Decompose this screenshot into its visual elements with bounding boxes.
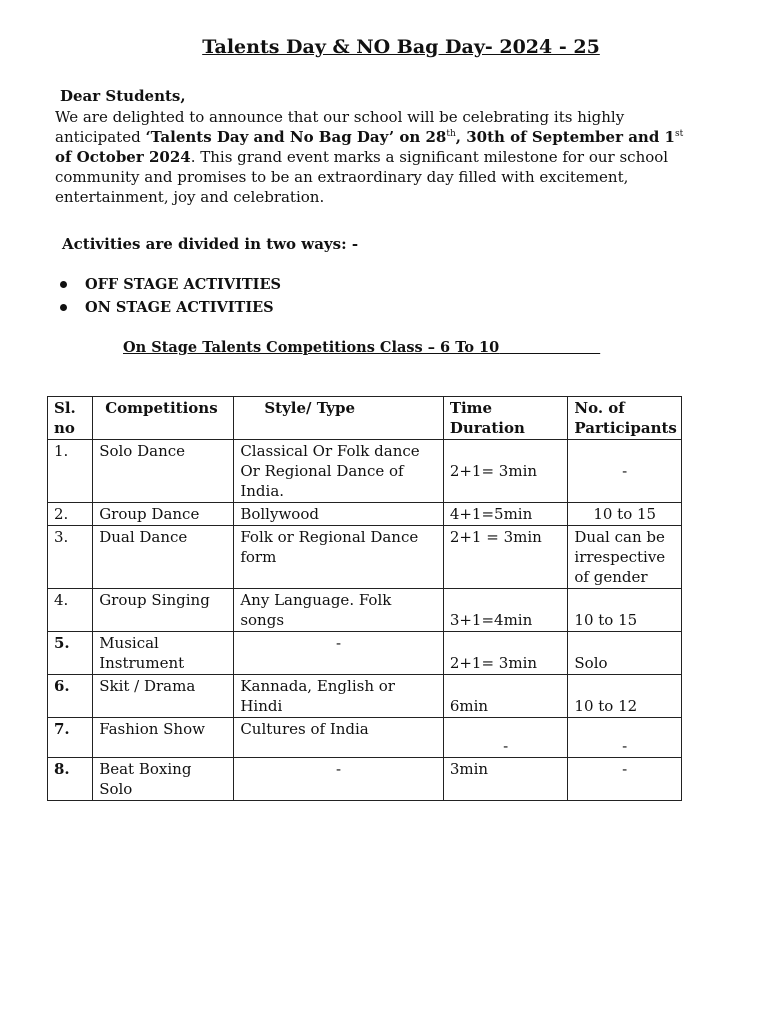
intro-bold-3: of October 2024 (55, 148, 191, 166)
cell-sl-no: 3. (48, 526, 93, 589)
table-row (48, 718, 682, 758)
cell-sl-no: 2. (48, 503, 93, 526)
cell-duration: 2+1= 3min (443, 632, 568, 675)
subheading-text: On Stage Talents Competitions Class – 6 To 10 (123, 339, 500, 356)
activity-list (60, 275, 281, 321)
list-item-label: ON STAGE ACTIVITIES (85, 299, 274, 316)
cell-competition: Musical Instrument (93, 632, 234, 675)
cell-participants: 10 to 15 (568, 589, 682, 632)
header-time-duration: Time Duration (443, 397, 568, 440)
intro-bold-2: , 30th of September and 1 (455, 128, 675, 146)
cell-style: - (234, 758, 443, 801)
list-item (60, 298, 281, 321)
cell-sl-no: 7. (48, 718, 93, 758)
competitions-subheading (123, 339, 671, 356)
intro-sup-1: th (446, 129, 456, 139)
cell-participants: 10 to 12 (568, 675, 682, 718)
cell-participants: 10 to 15 (568, 503, 682, 526)
table-row (48, 526, 682, 589)
cell-sl-no: 6. (48, 675, 93, 718)
cell-duration: 3min (443, 758, 568, 801)
cell-participants: - (568, 718, 682, 758)
cell-competition: Skit / Drama (93, 675, 234, 718)
cell-competition: Group Singing (93, 589, 234, 632)
cell-style: Cultures of India (234, 718, 443, 758)
bullet-icon (60, 281, 67, 288)
cell-competition: Solo Dance (93, 440, 234, 503)
cell-duration: - (443, 718, 568, 758)
cell-competition: Group Dance (93, 503, 234, 526)
cell-duration: 3+1=4min (443, 589, 568, 632)
table-row (48, 675, 682, 718)
table-row (48, 503, 682, 526)
cell-style: Any Language. Folk songs (234, 589, 443, 632)
cell-sl-no: 4. (48, 589, 93, 632)
cell-competition: Beat Boxing Solo (93, 758, 234, 801)
intro-sup-2: st (674, 129, 684, 139)
intro-bold-1: ‘Talents Day and No Bag Day’ on 28 (145, 128, 447, 146)
cell-competition: Fashion Show (93, 718, 234, 758)
header-participants: No. of Participants (568, 397, 682, 440)
cell-style: Folk or Regional Dance form (234, 526, 443, 589)
intro-paragraph (55, 107, 685, 207)
cell-duration: 4+1=5min (443, 503, 568, 526)
table-header-row (48, 397, 682, 440)
cell-sl-no: 1. (48, 440, 93, 503)
greeting: Dear Students, (60, 87, 186, 105)
cell-participants: - (568, 440, 682, 503)
intro-text-1: We are delighted to announce that our school will be celebrating its highly anticipated (55, 108, 625, 146)
cell-competition: Dual Dance (93, 526, 234, 589)
intro-text-2: . This grand event marks a significant milestone for our school community and promises to be an extraordinary day filled with excitement, entertainment, joy and celebration. (55, 148, 669, 206)
cell-sl-no: 5. (48, 632, 93, 675)
cell-style: Classical Or Folk dance Or Regional Dance of India. (234, 440, 443, 503)
cell-style: Bollywood (234, 503, 443, 526)
cell-duration: 2+1 = 3min (443, 526, 568, 589)
activities-heading: Activities are divided in two ways: - (62, 235, 359, 253)
table-row (48, 440, 682, 503)
header-competitions: Competitions (93, 397, 234, 440)
cell-participants: Solo (568, 632, 682, 675)
cell-duration: 2+1= 3min (443, 440, 568, 503)
table-row (48, 589, 682, 632)
cell-participants: - (568, 758, 682, 801)
table-row (48, 632, 682, 675)
page-title: Talents Day & NO Bag Day- 2024 - 25 (202, 36, 600, 58)
cell-style: - (234, 632, 443, 675)
list-item (60, 275, 281, 298)
cell-participants: Dual can be irrespective of gender (568, 526, 682, 589)
header-sl-no: Sl. no (48, 397, 93, 440)
table-row (48, 758, 682, 801)
cell-style: Kannada, English or Hindi (234, 675, 443, 718)
bullet-icon (60, 304, 67, 311)
list-item-label: OFF STAGE ACTIVITIES (85, 276, 281, 293)
cell-duration: 6min (443, 675, 568, 718)
header-style-type: Style/ Type (234, 397, 443, 440)
cell-sl-no: 8. (48, 758, 93, 801)
competitions-table (47, 396, 682, 801)
